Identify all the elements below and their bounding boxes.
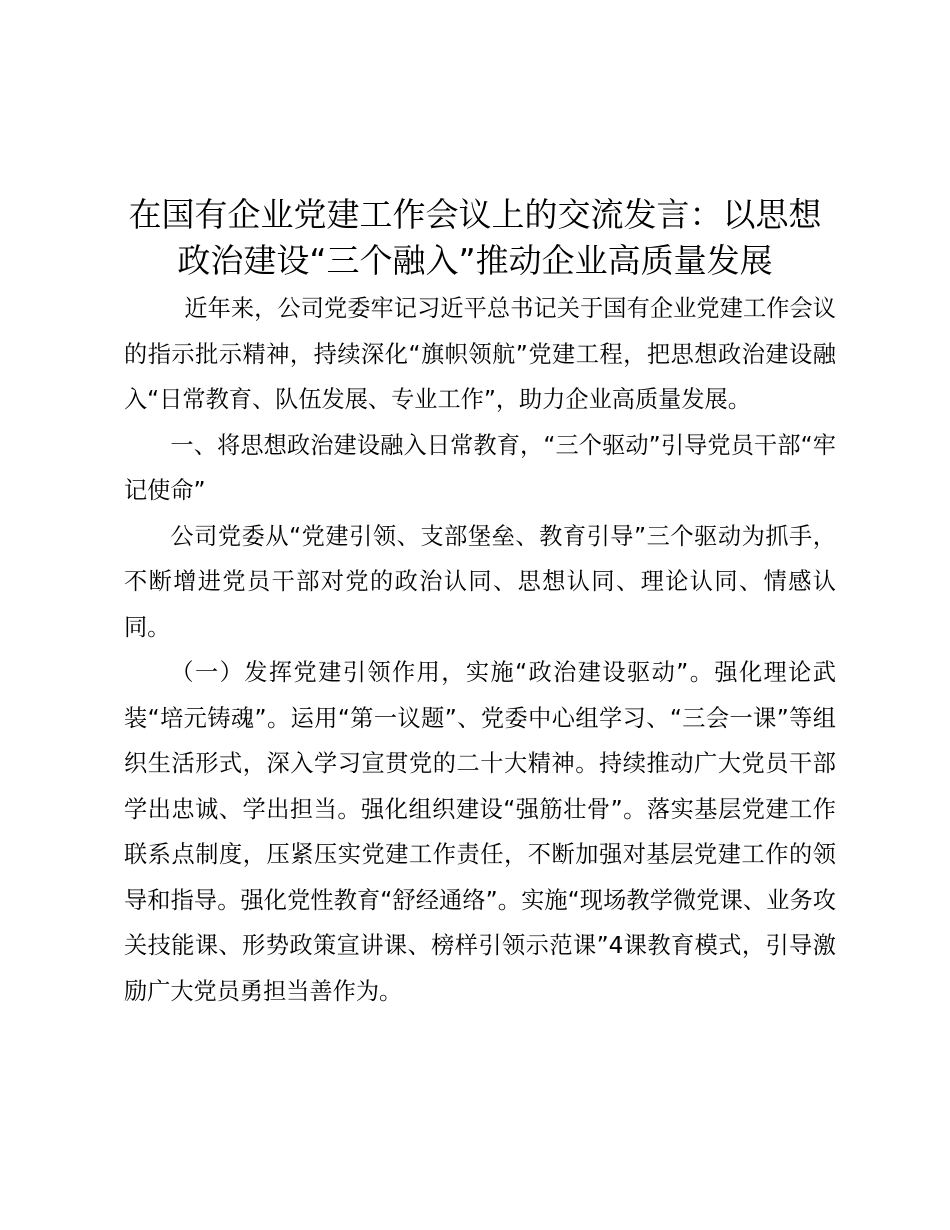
document-body [124, 286, 836, 1014]
section-1-paragraph: 公司党委从“党建引领、支部堡垒、教育引导”三个驱动为抓手，不断增进党员干部对党的政治认同、思想认同、理论认同、情感认同。 [124, 522, 836, 641]
section-heading-1: 一、将思想政治建设融入日常教育，“三个驱动”引导党员干部“牢记使命” [124, 431, 836, 504]
subsection-1-paragraph: （一）发挥党建引领作用，实施“政治建设驱动”。强化理论武装“培元铸魂”。运用“第一议题”、党委中心组学习、“三会一课”等组织生活形式，深入学习宣贯党的二十大精神。持续推动广大党员干部学出忠诚、学出担当。强化组织建设“强筋壮骨”。落实基层党建工作联系点制度，压紧压实党建工作责任，不断加强对基层党建工作的领导和指导。强化党性教育“舒经通络”。实施“现场教学微党课、业务攻关技能课、形势政策宣讲课、榜样引领示范课”4课教育模式，引导激励广大党员勇担当善作为。 [124, 659, 836, 1005]
document-title: 在国有企业党建工作会议上的交流发言：以思想政治建设“三个融入”推动企业高质量发展 [128, 195, 822, 281]
intro-paragraph: 近年来，公司党委牢记习近平总书记关于国有企业党建工作会议的指示批示精神，持续深化“旗帜领航”党建工程，把思想政治建设融入“日常教育、队伍发展、专业工作”，助力企业高质量发展。 [124, 295, 836, 413]
